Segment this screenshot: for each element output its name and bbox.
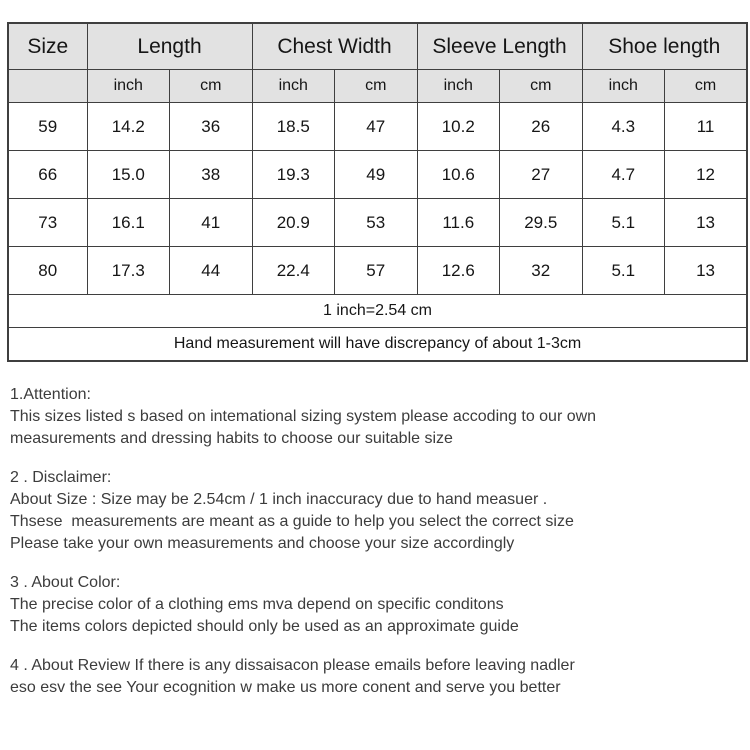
table-row [8, 151, 747, 199]
table-row [8, 247, 747, 295]
size-cell: 73 [8, 199, 87, 247]
unit-header: cm [500, 70, 583, 103]
note-section-about-color [10, 572, 730, 638]
data-cell: 26 [500, 103, 583, 151]
note-section-attention [10, 384, 730, 450]
data-cell: 20.9 [252, 199, 335, 247]
note-line: About Size : Size may be 2.54cm / 1 inch inaccuracy due to hand measuer . [10, 491, 548, 508]
data-cell: 29.5 [500, 199, 583, 247]
data-cell: 38 [170, 151, 253, 199]
size-cell: 80 [8, 247, 87, 295]
data-cell: 10.6 [417, 151, 500, 199]
data-cell: 13 [665, 247, 748, 295]
note-line: eso esv the see Your ecognition w make us more conent and serve you better [10, 679, 561, 696]
unit-header: inch [582, 70, 665, 103]
unit-header: inch [87, 70, 170, 103]
data-cell: 19.3 [252, 151, 335, 199]
data-cell: 57 [335, 247, 418, 295]
unit-header-blank [8, 70, 87, 103]
note-heading: 2 . Disclaimer: [10, 469, 112, 486]
note-line: 4 . About Review If there is any dissaisacon please emails before leaving nadler [10, 657, 575, 674]
data-cell: 16.1 [87, 199, 170, 247]
data-cell: 10.2 [417, 103, 500, 151]
data-cell: 18.5 [252, 103, 335, 151]
conversion-note: 1 inch=2.54 cm [8, 295, 747, 328]
data-cell: 53 [335, 199, 418, 247]
data-cell: 4.7 [582, 151, 665, 199]
note-line: Please take your own measurements and choose your size accordingly [10, 535, 515, 552]
notes-block [10, 384, 730, 716]
column-header-sleeve-length: Sleeve Length [417, 23, 582, 70]
note-section-disclaimer [10, 467, 730, 555]
table-row [8, 103, 747, 151]
note-heading: 3 . About Color: [10, 574, 121, 591]
data-cell: 4.3 [582, 103, 665, 151]
data-cell: 32 [500, 247, 583, 295]
unit-header: cm [335, 70, 418, 103]
unit-header: inch [252, 70, 335, 103]
unit-header: cm [170, 70, 253, 103]
table-row [8, 199, 747, 247]
data-cell: 17.3 [87, 247, 170, 295]
conversion-row [8, 295, 747, 328]
data-cell: 11.6 [417, 199, 500, 247]
data-cell: 47 [335, 103, 418, 151]
note-heading: 1.Attention: [10, 386, 91, 403]
size-cell: 66 [8, 151, 87, 199]
column-header-length: Length [87, 23, 252, 70]
column-header-size: Size [8, 23, 87, 70]
measurement-note: Hand measurement will have discrepancy of about 1-3cm [8, 328, 747, 362]
data-cell: 5.1 [582, 247, 665, 295]
data-cell: 11 [665, 103, 748, 151]
data-cell: 27 [500, 151, 583, 199]
note-line: The precise color of a clothing ems mva depend on specific conditons [10, 596, 504, 613]
column-header-chest-width: Chest Width [252, 23, 417, 70]
data-cell: 12 [665, 151, 748, 199]
note-line: The items colors depicted should only be used as an approximate guide [10, 618, 519, 635]
table-header-row [8, 23, 747, 70]
unit-header: cm [665, 70, 748, 103]
data-cell: 15.0 [87, 151, 170, 199]
size-cell: 59 [8, 103, 87, 151]
note-line: Thsese measurements are meant as a guide to help you select the correct size [10, 513, 574, 530]
unit-header-row [8, 70, 747, 103]
data-cell: 12.6 [417, 247, 500, 295]
data-cell: 14.2 [87, 103, 170, 151]
data-cell: 13 [665, 199, 748, 247]
column-header-shoe-length: Shoe length [582, 23, 747, 70]
data-cell: 5.1 [582, 199, 665, 247]
unit-header: inch [417, 70, 500, 103]
data-cell: 49 [335, 151, 418, 199]
measurement-note-row [8, 328, 747, 362]
note-section-about-review [10, 655, 730, 699]
data-cell: 36 [170, 103, 253, 151]
note-line: This sizes listed s based on intemational sizing system please accoding to our own [10, 408, 597, 425]
size-chart-table [7, 22, 748, 362]
note-line: measurements and dressing habits to choose our suitable size [10, 430, 453, 447]
data-cell: 22.4 [252, 247, 335, 295]
data-cell: 41 [170, 199, 253, 247]
data-cell: 44 [170, 247, 253, 295]
